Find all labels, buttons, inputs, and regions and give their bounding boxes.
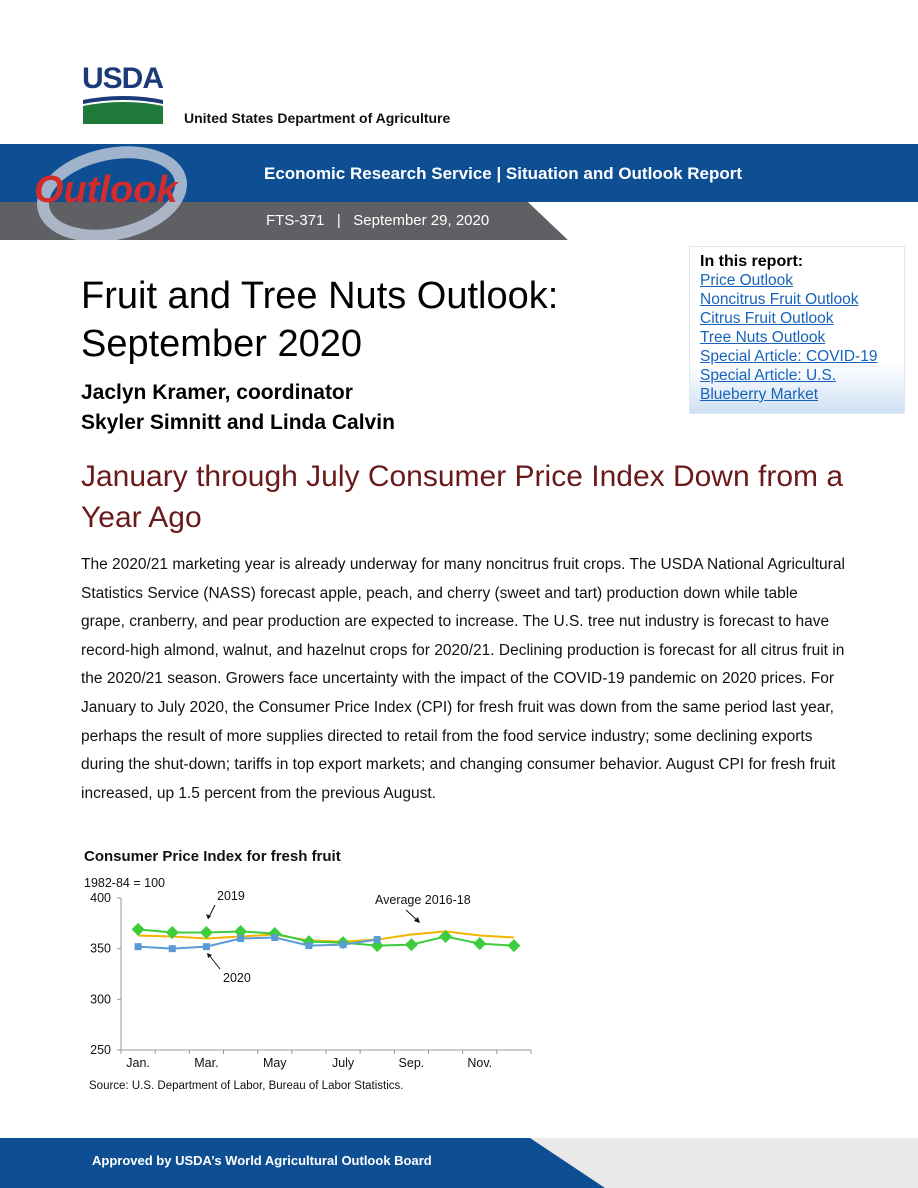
y-tick-label: 300 [90, 992, 111, 1007]
x-tick-label: July [331, 1056, 355, 1070]
x-tick-label: Sep. [398, 1056, 425, 1070]
marker-2020-point [271, 934, 278, 941]
marker-2020-point [340, 941, 347, 948]
cpi-line-chart [80, 870, 550, 1080]
usda-logo-text: USDA [82, 62, 164, 95]
footer-approval-text: Approved by USDA’s World Agricultural Outlook Board [92, 1153, 432, 1168]
marker-2019-point [200, 926, 213, 939]
marker-2019-point [132, 923, 145, 936]
body-paragraph: The 2020/21 marketing year is already underway for many noncitrus fruit crops. The USDA National Agricultural Statistics Service (NASS) forecast apple, peach, and cherry (sweet and tart) production down while table grape, cranberry, and pear production are expected to increase. The U.S. tree nut industry is forecast to have record-high almond, walnut, and hazelnut crops for 2020/21. Declining production is forecast for all citrus fruit in the 2020/21 season. Growers face uncertainty with the impact of the COVID-19 pandemic on 2020 prices. For January to July 2020, the Consumer Price Index (CPI) for fresh fruit was down from the same period last year, perhaps the result of more supplies directed to retail from the food service industry; some declining exports during the shut-down; tariffs in top export markets; and changing consumer behavior. August CPI for fresh fruit increased, up 1.5 percent from the previous August. [81, 556, 845, 802]
author-others: Skyler Simnitt and Linda Calvin [81, 411, 395, 434]
link-special-article-us[interactable]: Special Article: U.S. [700, 367, 837, 384]
link-noncitrus-fruit-outlook[interactable]: Noncitrus Fruit Outlook [700, 291, 859, 308]
marker-2020-point [135, 943, 142, 950]
marker-2020-point [374, 936, 381, 943]
x-tick-label: Mar. [194, 1056, 219, 1070]
link-blueberry-market[interactable]: Blueberry Market [700, 386, 819, 403]
in-this-report-heading: In this report: [700, 253, 804, 270]
annotation-average: Average 2016-18 [375, 893, 471, 907]
annotation-2020: 2020 [223, 971, 251, 985]
outlook-logo-text: Outlook [34, 169, 178, 211]
report-number-date: FTS-371 | September 29, 2020 [266, 212, 490, 229]
chart-source: Source: U.S. Department of Labor, Bureau of Labor Statistics. [89, 1080, 404, 1092]
link-tree-nuts-outlook[interactable]: Tree Nuts Outlook [700, 329, 826, 346]
link-special-article-covid[interactable]: Special Article: COVID-19 [700, 348, 878, 365]
marker-2020-point [203, 943, 210, 950]
x-tick-label: Nov. [467, 1056, 493, 1070]
link-price-outlook[interactable]: Price Outlook [700, 272, 794, 289]
marker-2020-point [305, 942, 312, 949]
author-coordinator: Jaclyn Kramer, coordinator [81, 381, 353, 404]
y-tick-label: 400 [90, 891, 111, 905]
marker-2019-point [473, 937, 486, 950]
page-title-line1: Fruit and Tree Nuts Outlook: [81, 275, 559, 317]
usda-logo [83, 66, 163, 124]
department-name: United States Department of Agriculture [184, 110, 451, 126]
y-tick-label: 350 [90, 941, 111, 956]
y-axis-unit-label: 1982-84 = 100 [84, 876, 165, 890]
page-title [81, 272, 681, 368]
y-tick-label: 250 [90, 1043, 111, 1057]
chart-title: Consumer Price Index for fresh fruit [84, 848, 341, 865]
x-tick-label: May [262, 1056, 287, 1070]
x-tick-label: Jan. [126, 1056, 150, 1070]
marker-2019-point [507, 939, 520, 952]
report-series-title: Economic Research Service | Situation and Outlook Report [264, 164, 743, 183]
page-title-line2: September 2020 [81, 323, 362, 365]
marker-2020-point [237, 935, 244, 942]
headline: January through July Consumer Price Index Down from a Year Ago [81, 460, 844, 534]
annotation-2019: 2019 [217, 889, 245, 903]
outlook-logo [22, 144, 197, 240]
marker-2019-point [405, 938, 418, 951]
link-citrus-fruit-outlook[interactable]: Citrus Fruit Outlook [700, 310, 834, 327]
marker-2020-point [169, 945, 176, 952]
